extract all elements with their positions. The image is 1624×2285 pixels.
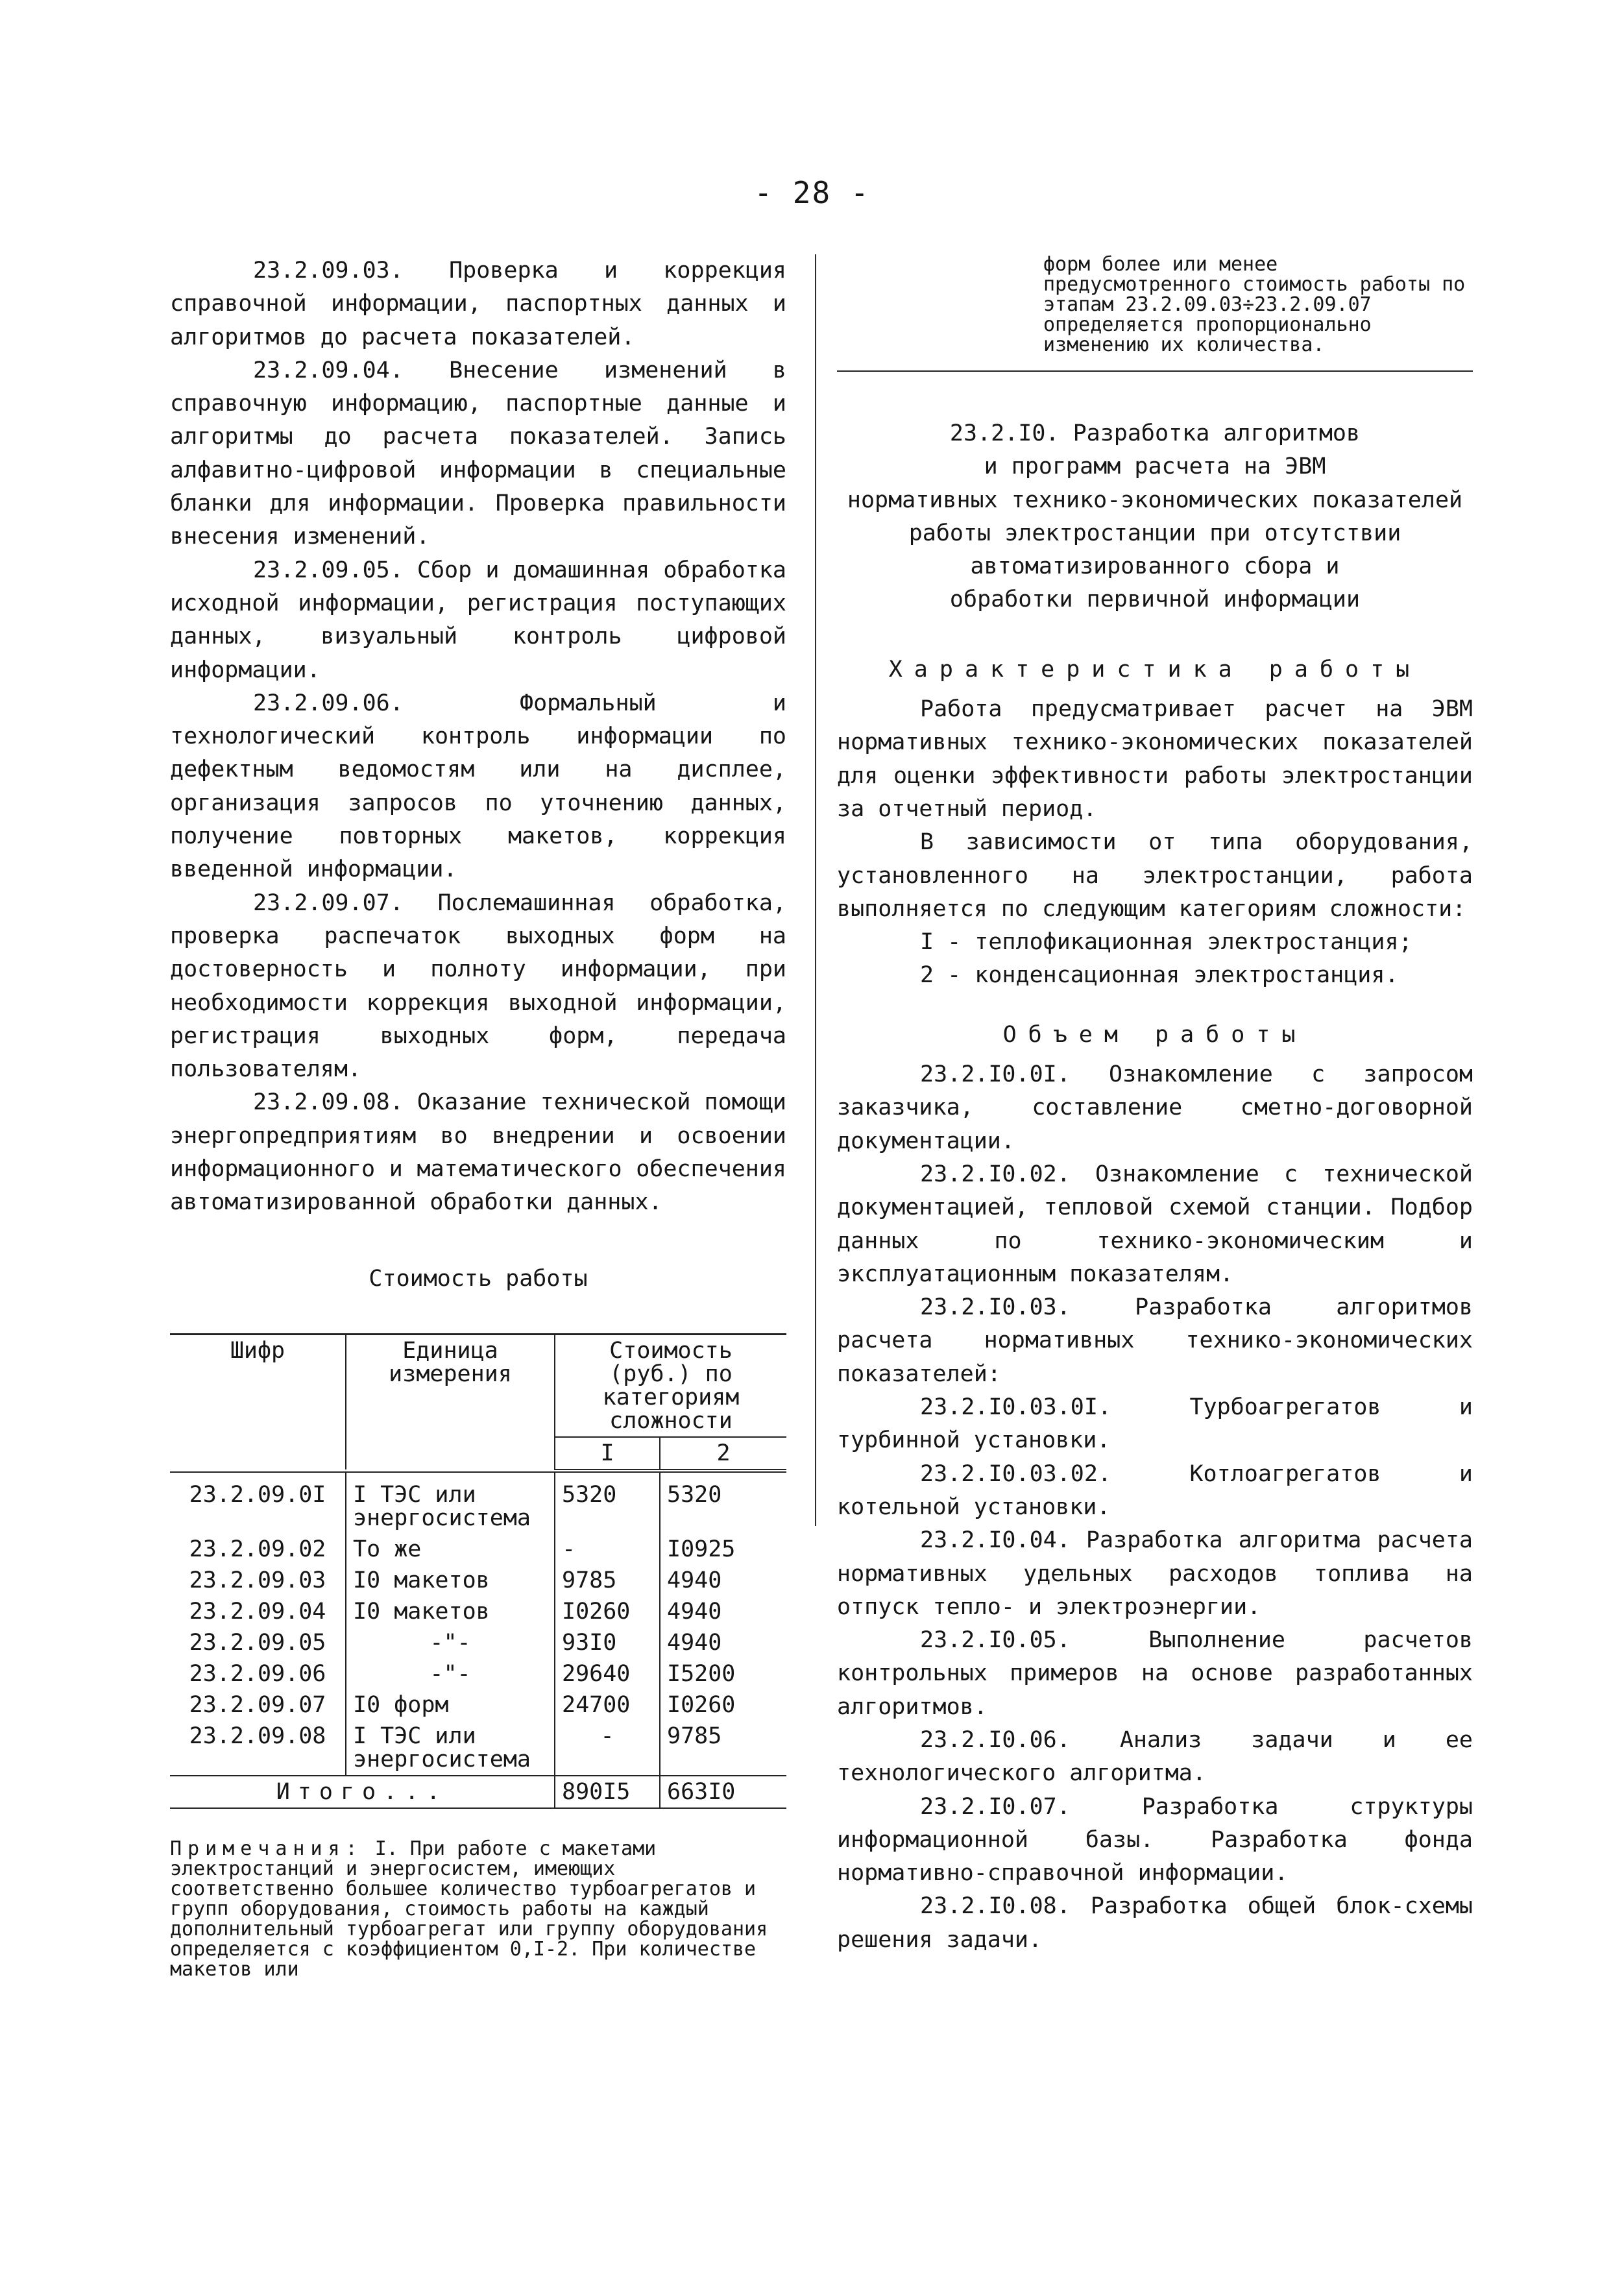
volume-paragraph: 23.2.I0.05. Выполнение расчетов контрольных примеров на основе разработанных алгоритмов. <box>837 1627 1473 1720</box>
row-unit: То же <box>346 1534 555 1565</box>
category-item: 2 - конденсационная электростанция. <box>920 962 1399 989</box>
total-cost-2: 663I0 <box>660 1776 786 1808</box>
section-title <box>837 417 1473 617</box>
section-title-line: 23.2.I0. Разработка алгоритмов <box>949 420 1361 446</box>
header-cost: Стоимость (руб.) по категориям сложности <box>555 1334 786 1437</box>
paragraph-23-2-09-05: 23.2.09.05. Сбор и домашинная обработка исходной информации, регистрация поступающих данных, визуальный контроль цифровой информации. <box>170 557 786 683</box>
section-title-line: автоматизированного сбора и <box>970 553 1340 580</box>
table-row <box>170 1534 786 1565</box>
row-unit: I0 форм <box>346 1689 555 1721</box>
row-code: 23.2.09.05 <box>189 1629 326 1656</box>
volume-paragraph: 23.2.I0.0I. Ознакомление с запросом заказчика, составление сметно-договорной документации. <box>837 1061 1473 1154</box>
notes-text: I. При работе с макетами электростанций и энергосистем, имеющих соответственно большее количество турбоагрегатов и групп оборудования, стоимость работы на каждый дополнительный турбоагрегат или группу оборудования определяется с коэффициентом 0,I-2. При количестве макетов или <box>170 1837 768 1981</box>
row-cost-2: 5320 <box>660 1472 786 1534</box>
row-unit: I0 макетов <box>346 1565 555 1596</box>
row-cost-2: 4940 <box>660 1627 786 1658</box>
table-title: Стоимость работы <box>369 1265 588 1292</box>
row-cost-2: 4940 <box>660 1596 786 1627</box>
header-unit: Единица измерения <box>346 1334 555 1469</box>
row-cost-1: 29640 <box>555 1658 660 1689</box>
notes-lead: Примечания: <box>170 1837 363 1860</box>
header-code: Шифр <box>170 1334 346 1469</box>
row-code: 23.2.09.04 <box>189 1598 326 1625</box>
volume-paragraph: 23.2.I0.03. Разработка алгоритмов расчета нормативных технико-экономических показателей: <box>837 1294 1473 1387</box>
row-cost-2: I0925 <box>660 1534 786 1565</box>
paragraph-23-2-09-03: 23.2.09.03. Проверка и коррекция справочной информации, паспортных данных и алгоритмов до расчета показателей. <box>170 258 786 350</box>
row-cost-2: I0260 <box>660 1689 786 1721</box>
row-code: 23.2.09.06 <box>189 1660 326 1687</box>
paragraph-23-2-09-08: 23.2.09.08. Оказание технической помощи энергопредприятиям во внедрении и освоении информационного и математического обеспечения автоматизированной обработки данных. <box>170 1089 786 1216</box>
row-unit: -"- <box>346 1627 555 1658</box>
table-row <box>170 1627 786 1658</box>
notes <box>170 1839 786 1979</box>
row-cost-2: I5200 <box>660 1658 786 1689</box>
row-code: 23.2.09.07 <box>189 1691 326 1718</box>
right-column <box>837 254 1473 1957</box>
volume-paragraph: 23.2.I0.03.02. Котлоагрегатов и котельной установки. <box>837 1460 1473 1520</box>
section-title-line: нормативных технико-экономических показателей <box>847 487 1463 513</box>
volume-heading: Объем работы <box>1002 1021 1307 1048</box>
row-unit: I ТЭС или энергосистема <box>346 1472 555 1534</box>
row-cost-1: I0260 <box>555 1596 660 1627</box>
row-cost-2: 9785 <box>660 1721 786 1776</box>
table-row <box>170 1658 786 1689</box>
spacer <box>837 993 1473 1019</box>
row-code: 23.2.09.0I <box>189 1481 326 1508</box>
total-row <box>170 1776 786 1808</box>
continued-note: форм более или менее предусмотренного стоимость работы по этапам 23.2.09.03÷23.2.09.07 определяется пропорционально изменению их количества. <box>837 254 1473 372</box>
row-unit: -"- <box>346 1658 555 1689</box>
row-cost-1: 9785 <box>555 1565 660 1596</box>
cost-table <box>170 1333 786 1809</box>
volume-paragraph: 23.2.I0.06. Анализ задачи и ее технологического алгоритма. <box>837 1726 1473 1787</box>
row-cost-2: 4940 <box>660 1565 786 1596</box>
row-cost-1: 24700 <box>555 1689 660 1721</box>
row-cost-1: - <box>555 1721 660 1776</box>
total-label: Итого... <box>170 1776 555 1808</box>
table-row <box>170 1689 786 1721</box>
paragraph-23-2-09-06: 23.2.09.06. Формальный и технологический контроль информации по дефектным ведомостям или на дисплее, организация запросов по уточнению данных, получение повторных макетов, коррекция введенной информации. <box>170 690 786 883</box>
row-code: 23.2.09.02 <box>189 1536 326 1562</box>
row-code: 23.2.09.03 <box>189 1567 326 1593</box>
volume-paragraph: 23.2.I0.07. Разработка структуры информационной базы. Разработка фонда нормативно-справочной информации. <box>837 1793 1473 1887</box>
volume-paragraph: 23.2.I0.08. Разработка общей блок-схемы решения задачи. <box>837 1893 1473 1953</box>
volume-paragraph: 23.2.I0.04. Разработка алгоритма расчета нормативных удельных расходов топлива на отпуск тепло- и электроэнергии. <box>837 1527 1473 1620</box>
characteristic-paragraph: В зависимости от типа оборудования, установленного на электростанции, работа выполняется по следующим категориям сложности: <box>837 829 1473 922</box>
volume-paragraph: 23.2.I0.02. Ознакомление с технической документацией, тепловой схемой станции. Подбор данных по технико-экономическим и эксплуатационным показателям. <box>837 1161 1473 1287</box>
row-cost-1: - <box>555 1534 660 1565</box>
row-cost-1: 93I0 <box>555 1627 660 1658</box>
column-divider <box>815 254 816 1526</box>
total-cost-1: 890I5 <box>555 1776 660 1808</box>
page-number: - 28 - <box>754 175 870 210</box>
row-unit: I0 макетов <box>346 1596 555 1627</box>
section-title-line: обработки первичной информации <box>949 586 1361 613</box>
table-row <box>170 1596 786 1627</box>
table-row <box>170 1472 786 1534</box>
left-column <box>170 254 786 1979</box>
table-row <box>170 1721 786 1776</box>
header-cat-1: I <box>555 1437 660 1469</box>
characteristic-heading: Характеристика работы <box>888 656 1422 683</box>
header-cat-2: 2 <box>660 1437 786 1469</box>
paragraph-23-2-09-04: 23.2.09.04. Внесение изменений в справочную информацию, паспортные данные и алгоритмы до расчета показателей. Запись алфавитно-цифровой информации в специальные бланки для информации. Проверка правильности внесения изменений. <box>170 357 786 550</box>
row-cost-1: 5320 <box>555 1472 660 1534</box>
table-row <box>170 1565 786 1596</box>
paragraph-23-2-09-07: 23.2.09.07. Послемашинная обработка, проверка распечаток выходных форм на достоверность и полноту информации, при необходимости коррекция выходной информации, регистрация выходных форм, передача пользователям. <box>170 889 786 1083</box>
row-code: 23.2.09.08 <box>189 1723 326 1749</box>
row-unit: I ТЭС или энергосистема <box>346 1721 555 1776</box>
characteristic-paragraph: Работа предусматривает расчет на ЭВМ нормативных технико-экономических показателей для оценки эффективности работы электростанции за отчетный период. <box>837 696 1473 822</box>
section-title-line: работы электростанции при отсутствии <box>908 520 1401 546</box>
volume-paragraph: 23.2.I0.03.0I. Турбоагрегатов и турбинной установки. <box>837 1394 1473 1454</box>
section-title-line: и программ расчета на ЭВМ <box>984 453 1326 480</box>
category-item: I - теплофикационная электростанция; <box>920 929 1412 956</box>
